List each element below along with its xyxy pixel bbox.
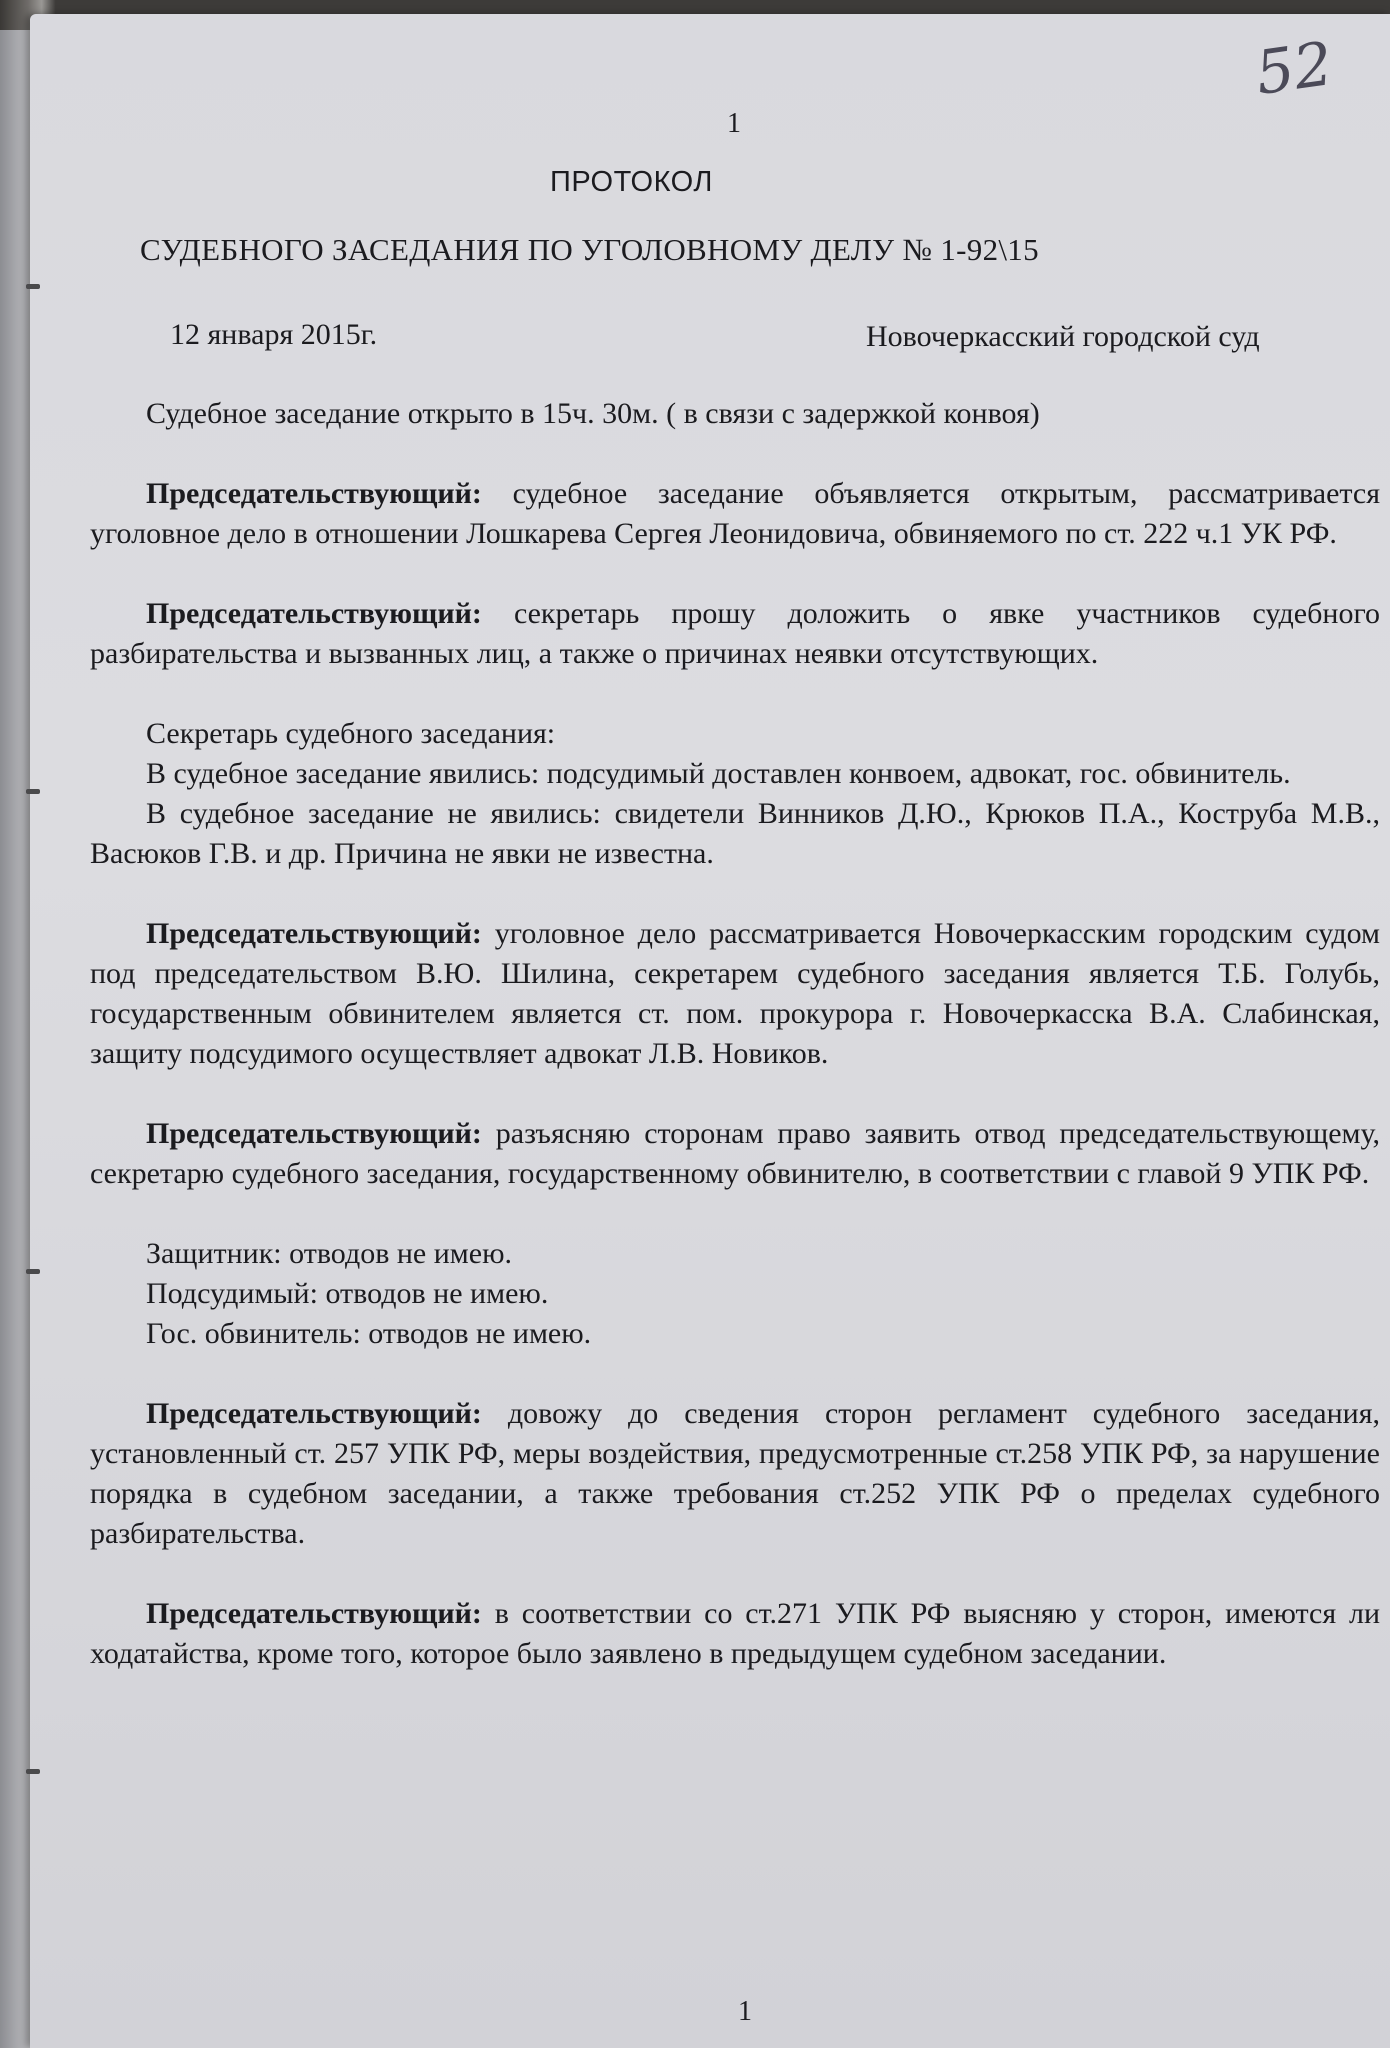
session-date: 12 января 2015г. — [170, 318, 378, 351]
court-name: Новочеркасский городской суд — [866, 320, 1260, 353]
speaker-label: Председательствующий: — [146, 917, 482, 950]
paragraph-3 — [90, 914, 1380, 1074]
challenge-replies — [90, 1234, 1380, 1354]
document-subtitle: СУДЕБНОГО ЗАСЕДАНИЯ ПО УГОЛОВНОМУ ДЕЛУ № 1-92\15 — [140, 232, 1039, 267]
binding-hole — [26, 789, 40, 794]
handwritten-page-number: 52 — [1251, 29, 1337, 109]
binding-hole — [26, 284, 40, 289]
page-number-bottom: 1 — [738, 1996, 752, 2027]
reply-defender: Защитник: отводов не имею. — [146, 1237, 513, 1270]
paragraph-4 — [90, 1114, 1380, 1194]
paragraph-5 — [90, 1394, 1380, 1554]
paragraph-2 — [90, 594, 1380, 674]
protocol-body — [90, 394, 1380, 1714]
paragraph-text: уголовное дело рассматривается Новочеркасским городским судом под председательством В.Ю. Шилина, секретарем судебного заседания является Т.Б. Голубь, государственным обвинителем является ст. пом. прокурора г. Новочеркасска В.А. Слабинская, защиту подсудимого осуществляет адвокат Л.В. Новиков. — [90, 917, 1381, 1070]
page-number-top: 1 — [727, 108, 741, 139]
speaker-label: Председательствующий: — [146, 597, 482, 630]
speaker-label: Председательствующий: — [146, 1397, 482, 1430]
paragraph-text: довожу до сведения сторон регламент судебного заседания, установленный ст. 257 УПК РФ, меры воздействия, предусмотренные ст.258 УПК РФ, за нарушение порядка в судебном заседании, а также требования ст.252 УПК РФ о пределах судебного разбирательства. — [90, 1397, 1380, 1550]
speaker-label: Председательствующий: — [146, 1117, 482, 1150]
reply-prosecutor: Гос. обвинитель: отводов не имею. — [146, 1317, 592, 1350]
reply-defendant: Подсудимый: отводов не имею. — [146, 1277, 549, 1310]
opening-line: Судебное заседание открыто в 15ч. 30м. ( в связи с задержкой конвоя) — [146, 397, 1040, 430]
document-page — [30, 14, 1390, 2048]
secretary-absent-text: В судебное заседание не явились: свидетели Винников Д.Ю., Крюков П.А., Коструба М.В., Васюков Г.В. и др. Причина не явки не известна. — [90, 797, 1380, 870]
speaker-label: Председательствующий: — [146, 1597, 482, 1630]
secretary-absent — [90, 794, 1380, 874]
paragraph-text: разъясняю сторонам право заявить отвод председательствующему, секретарю судебного заседания, государственному обвинителю, в соответствии с главой 9 УПК РФ. — [90, 1117, 1380, 1190]
secretary-label: Секретарь судебного заседания: — [146, 717, 556, 750]
document-title: ПРОТОКОЛ — [550, 166, 713, 198]
paragraph-1 — [90, 474, 1380, 554]
binding-hole — [26, 1269, 40, 1274]
secretary-report — [90, 714, 1380, 874]
paragraph-text: в соответствии со ст.271 УПК РФ выясняю у сторон, имеются ли ходатайства, кроме того, которое было заявлено в предыдущем судебном заседании. — [90, 1597, 1380, 1670]
secretary-present: В судебное заседание явились: подсудимый доставлен конвоем, адвокат, гос. обвинитель. — [146, 757, 1291, 790]
paragraph-text: судебное заседание объявляется открытым, рассматривается уголовное дело в отношении Лошкарева Сергея Леонидовича, обвиняемого по ст. 222 ч.1 УК РФ. — [90, 477, 1381, 550]
speaker-label: Председательствующий: — [146, 477, 482, 510]
paragraph-text: секретарь прошу доложить о явке участников судебного разбирательства и вызванных лиц, а также о причинах неявки отсутствующих. — [90, 597, 1381, 670]
paragraph-6 — [90, 1594, 1380, 1674]
binding-hole — [26, 1769, 40, 1774]
